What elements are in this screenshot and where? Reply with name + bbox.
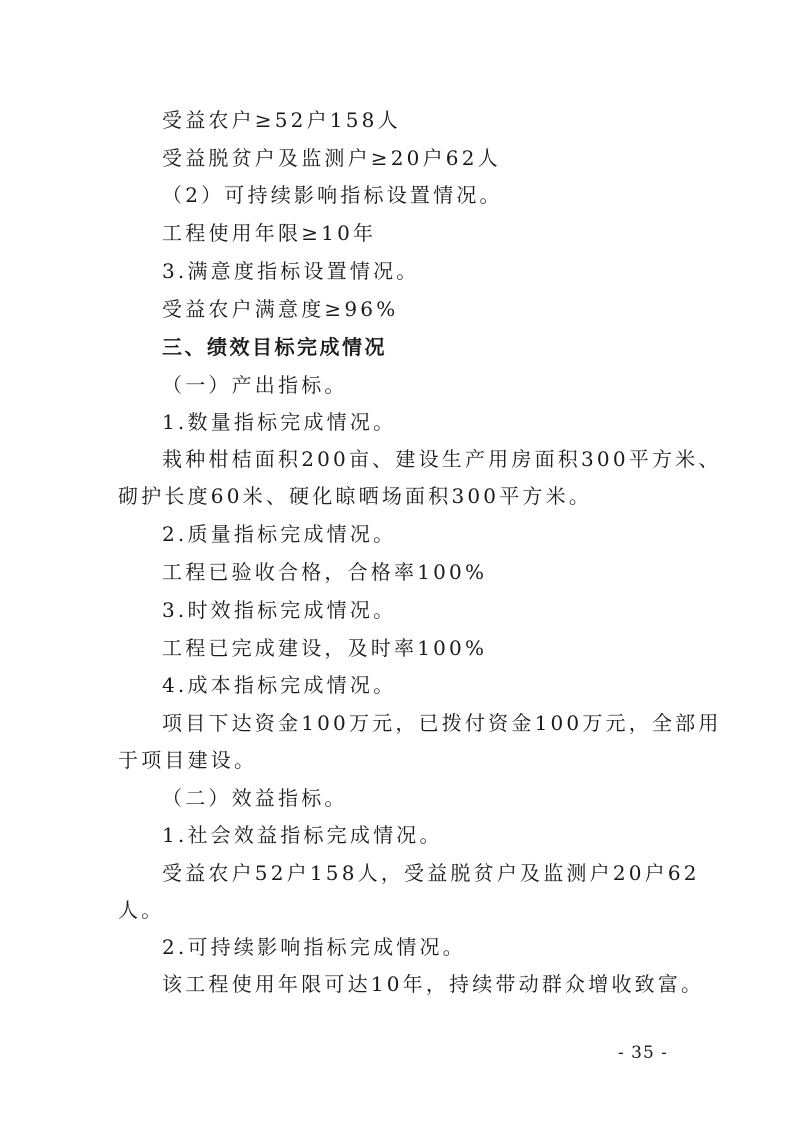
- text-line: 人。: [118, 898, 165, 922]
- text-line: 3.时效指标完成情况。: [162, 598, 397, 622]
- text-line: 受益农户52户158人，受益脱贫户及监测户20户62: [162, 861, 700, 885]
- text-line: 受益农户满意度≥96%: [162, 297, 399, 321]
- text-line: 栽种柑桔面积200亩、建设生产用房面积300平方米、: [162, 447, 722, 471]
- text-line: 项目下达资金100万元，已拨付资金100万元，全部用: [162, 711, 722, 735]
- text-line: 工程已验收合格，合格率100%: [162, 560, 488, 584]
- text-line: 砌护长度60米、硬化晾晒场面积300平方米。: [118, 484, 593, 508]
- text-line: 受益脱贫户及监测户≥20户62人: [162, 146, 501, 170]
- text-line: 该工程使用年限可达10年，持续带动群众增收致富。: [162, 972, 705, 996]
- text-line: 工程使用年限≥10年: [162, 221, 377, 245]
- text-line: （二）效益指标。: [162, 786, 348, 810]
- text-line: 2.质量指标完成情况。: [162, 522, 397, 546]
- section-heading: 三、绩效目标完成情况: [162, 335, 387, 359]
- text-line: （2）可持续影响指标设置情况。: [162, 183, 503, 207]
- text-line: 于项目建设。: [118, 748, 258, 772]
- text-line: （一）产出指标。: [162, 373, 348, 397]
- text-line: 4.成本指标完成情况。: [162, 673, 397, 697]
- text-line: 3.满意度指标设置情况。: [162, 259, 420, 283]
- page-number: - 35 -: [618, 1043, 668, 1063]
- text-line: 1.数量指标完成情况。: [162, 410, 397, 434]
- text-line: 工程已完成建设，及时率100%: [162, 636, 488, 660]
- text-line: 1.社会效益指标完成情况。: [162, 823, 443, 847]
- text-line: 受益农户≥52户158人: [162, 108, 401, 132]
- text-line: 2.可持续影响指标完成情况。: [162, 935, 466, 959]
